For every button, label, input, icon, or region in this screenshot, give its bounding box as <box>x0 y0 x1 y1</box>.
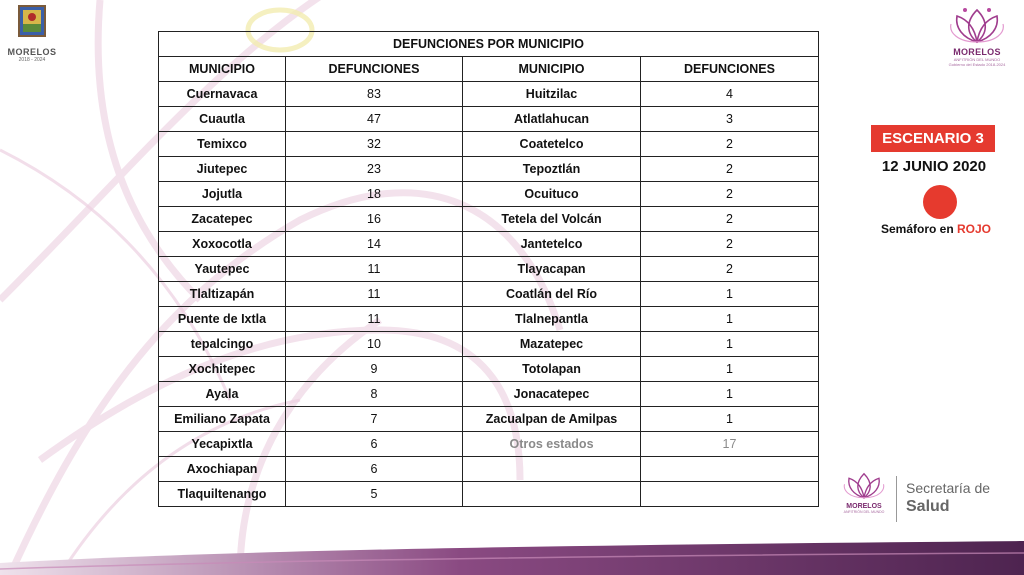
defunciones-cell: 1 <box>641 332 819 357</box>
municipio-cell: Temixco <box>159 132 286 157</box>
morelos-mark <box>840 470 888 514</box>
secretaria-salud-logo <box>840 470 1020 530</box>
municipio-cell: Ayala <box>159 382 286 407</box>
defunciones-cell: 7 <box>286 407 463 432</box>
table-row <box>159 257 819 282</box>
defunciones-cell: 5 <box>286 482 463 507</box>
table-row <box>159 407 819 432</box>
defunciones-cell: 32 <box>286 132 463 157</box>
defunciones-cell: 1 <box>641 407 819 432</box>
municipio-cell: Tlaquiltenango <box>159 482 286 507</box>
empty-cell <box>641 457 819 482</box>
right-logo-sub: Gobierno del Estado 2018-2024 <box>948 62 1006 67</box>
defunciones-cell: 10 <box>286 332 463 357</box>
defunciones-cell: 3 <box>641 107 819 132</box>
empty-cell <box>641 482 819 507</box>
municipio-cell: Jonacatepec <box>463 382 641 407</box>
municipio-cell: Xochitepec <box>159 357 286 382</box>
right-logo-name: MORELOS <box>953 47 1001 57</box>
morelos-logo-left <box>4 4 60 63</box>
table-row <box>159 182 819 207</box>
defunciones-cell: 2 <box>641 207 819 232</box>
defunciones-cell: 2 <box>641 182 819 207</box>
otros-estados-label: Otros estados <box>463 432 641 457</box>
logo-divider <box>896 476 897 522</box>
defunciones-cell: 14 <box>286 232 463 257</box>
secretaria-label: Secretaría de <box>906 480 991 496</box>
left-logo-years: 2018 - 2024 <box>18 57 46 63</box>
defunciones-cell: 1 <box>641 357 819 382</box>
defunciones-cell: 6 <box>286 457 463 482</box>
municipio-cell: Huitzilac <box>463 82 641 107</box>
municipio-cell: Mazatepec <box>463 332 641 357</box>
semaforo-prefix: Semáforo en <box>880 222 957 236</box>
defunciones-cell: 11 <box>286 282 463 307</box>
semaforo-color-word: ROJO <box>957 222 992 236</box>
municipio-cell: Atlatlahucan <box>463 107 641 132</box>
empty-cell <box>463 482 641 507</box>
defunciones-cell: 18 <box>286 182 463 207</box>
header-defunciones-2: DEFUNCIONES <box>641 57 819 82</box>
header-municipio-1: MUNICIPIO <box>159 57 286 82</box>
municipio-cell: Tlayacapan <box>463 257 641 282</box>
table-row <box>159 157 819 182</box>
table-row <box>159 207 819 232</box>
morelos-logo-right <box>945 6 1009 67</box>
table-title: DEFUNCIONES POR MUNICIPIO <box>159 32 819 57</box>
municipio-cell: Tepoztlán <box>463 157 641 182</box>
empty-cell <box>463 457 641 482</box>
municipio-cell: Tlalnepantla <box>463 307 641 332</box>
municipio-cell: Jiutepec <box>159 157 286 182</box>
defunciones-cell: 83 <box>286 82 463 107</box>
defunciones-cell: 2 <box>641 257 819 282</box>
defunciones-cell: 2 <box>641 132 819 157</box>
municipio-cell: Ocuituco <box>463 182 641 207</box>
defunciones-cell: 4 <box>641 82 819 107</box>
table-row <box>159 357 819 382</box>
defunciones-cell: 1 <box>641 307 819 332</box>
morelos-crest-icon <box>17 4 47 40</box>
municipio-cell: tepalcingo <box>159 332 286 357</box>
semaforo-status <box>870 222 1002 236</box>
left-logo-name: MORELOS <box>7 47 57 57</box>
municipio-cell: Axochiapan <box>159 457 286 482</box>
municipio-cell: Jantetelco <box>463 232 641 257</box>
report-date: 12 JUNIO 2020 <box>881 158 987 175</box>
municipio-cell: Xoxocotla <box>159 232 286 257</box>
defunciones-cell: 16 <box>286 207 463 232</box>
defunciones-cell: 1 <box>641 282 819 307</box>
table-row <box>159 482 819 507</box>
bottom-decorative-band <box>0 541 1024 575</box>
footer-logo-name: MORELOS <box>846 503 882 510</box>
table-row <box>159 232 819 257</box>
footer-logo-tagline: ANFITRIÓN DEL MUNDO <box>843 510 885 514</box>
municipio-cell: Coatlán del Río <box>463 282 641 307</box>
municipio-cell: Tlaltizapán <box>159 282 286 307</box>
table-row <box>159 332 819 357</box>
defunciones-cell: 11 <box>286 307 463 332</box>
table-row <box>159 432 819 457</box>
table-row <box>159 382 819 407</box>
header-municipio-2: MUNICIPIO <box>463 57 641 82</box>
defunciones-cell: 47 <box>286 107 463 132</box>
municipio-cell: Cuernavaca <box>159 82 286 107</box>
table-row <box>159 307 819 332</box>
municipio-cell: Tetela del Volcán <box>463 207 641 232</box>
municipio-cell: Puente de Ixtla <box>159 307 286 332</box>
table-row <box>159 282 819 307</box>
defunciones-cell: 2 <box>641 232 819 257</box>
defunciones-cell: 1 <box>641 382 819 407</box>
municipio-cell: Zacatepec <box>159 207 286 232</box>
otros-estados-value: 17 <box>641 432 819 457</box>
defunciones-cell: 8 <box>286 382 463 407</box>
deaths-by-municipality-table <box>158 31 819 507</box>
lotus-icon <box>843 470 885 500</box>
municipio-cell: Totolapan <box>463 357 641 382</box>
defunciones-cell: 11 <box>286 257 463 282</box>
lotus-icon <box>949 6 1005 44</box>
municipio-cell: Zacualpan de Amilpas <box>463 407 641 432</box>
traffic-light-icon <box>923 185 957 219</box>
header-defunciones-1: DEFUNCIONES <box>286 57 463 82</box>
table-row <box>159 457 819 482</box>
municipio-cell: Coatetelco <box>463 132 641 157</box>
defunciones-cell: 23 <box>286 157 463 182</box>
scenario-badge: ESCENARIO 3 <box>871 125 995 152</box>
defunciones-cell: 9 <box>286 357 463 382</box>
municipio-cell: Yecapixtla <box>159 432 286 457</box>
right-logo-tagline: ANFITRIÓN DEL MUNDO <box>953 57 1001 62</box>
defunciones-cell: 6 <box>286 432 463 457</box>
defunciones-cell: 2 <box>641 157 819 182</box>
municipio-cell: Cuautla <box>159 107 286 132</box>
municipio-cell: Yautepec <box>159 257 286 282</box>
salud-label: Salud <box>906 498 950 515</box>
municipio-cell: Jojutla <box>159 182 286 207</box>
table-row <box>159 107 819 132</box>
table-row <box>159 132 819 157</box>
municipio-cell: Emiliano Zapata <box>159 407 286 432</box>
table-row <box>159 82 819 107</box>
